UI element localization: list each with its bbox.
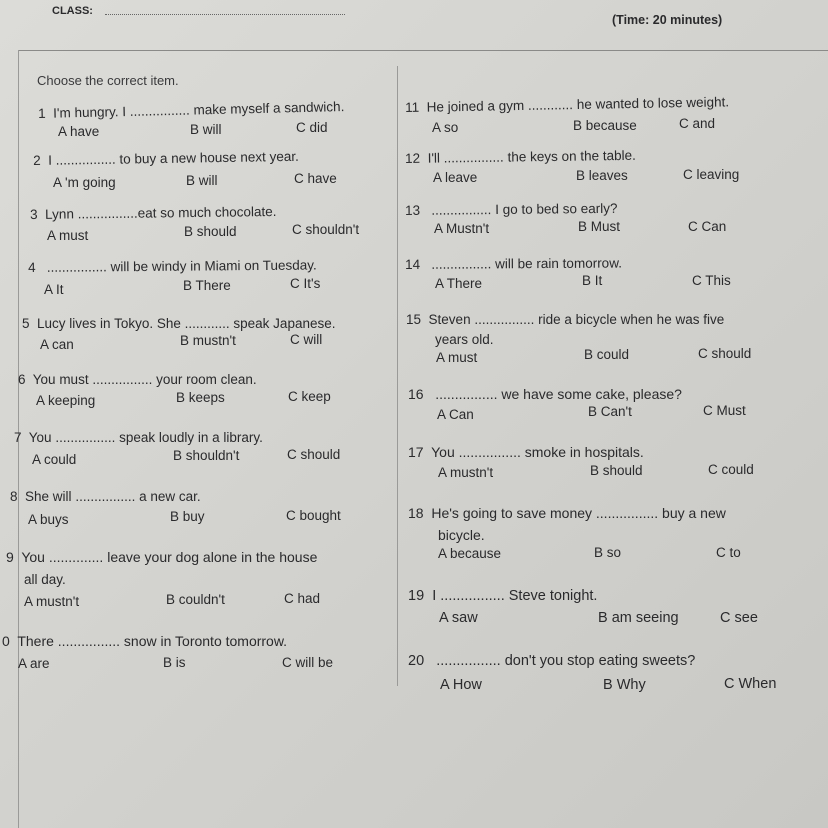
option-a: A can bbox=[40, 337, 74, 352]
question-text: Lucy lives in Tokyo. She bbox=[37, 316, 181, 331]
answer-blank: ............ bbox=[184, 316, 230, 331]
option-a: A must bbox=[47, 228, 89, 243]
question-text: will be rain tomorrow. bbox=[495, 255, 622, 272]
option-c: C This bbox=[692, 273, 731, 288]
option-c: C bought bbox=[286, 508, 341, 523]
option-a: A There bbox=[435, 276, 483, 291]
answer-blank: ................ bbox=[595, 505, 659, 521]
option-a: A because bbox=[438, 546, 502, 561]
answer-blank: ................ bbox=[458, 444, 521, 460]
option-c: C Can bbox=[688, 219, 727, 234]
answer-blank: .............. bbox=[48, 549, 104, 565]
question-text: speak loudly in a library. bbox=[119, 430, 263, 445]
answer-blank: ................ bbox=[55, 151, 116, 168]
question-1 bbox=[38, 99, 345, 121]
question-text: You bbox=[431, 444, 455, 460]
question-number: 13 bbox=[405, 202, 421, 218]
option-b: B will bbox=[186, 173, 218, 188]
option-b: B could bbox=[584, 347, 630, 362]
option-c: C shouldn't bbox=[292, 222, 360, 237]
option-b: B shouldn't bbox=[173, 448, 240, 463]
time-label: (Time: 20 minutes) bbox=[612, 13, 723, 27]
option-c: C Must bbox=[703, 403, 746, 418]
option-b: B buy bbox=[170, 509, 205, 524]
option-a: A leave bbox=[433, 170, 478, 185]
question-8 bbox=[10, 489, 201, 504]
option-a: A Mustn't bbox=[434, 221, 490, 236]
answer-blank: ................ bbox=[55, 430, 116, 445]
question-18 bbox=[408, 505, 726, 521]
option-c: C When bbox=[724, 676, 777, 692]
option-b: B am seeing bbox=[598, 610, 679, 626]
question-number: 5 bbox=[22, 316, 30, 331]
question-text: don't you stop eating sweets? bbox=[504, 653, 696, 669]
option-b: B Can't bbox=[588, 404, 632, 419]
question-text: to buy a new house next year. bbox=[119, 148, 299, 167]
question-text: He joined a gym bbox=[426, 97, 525, 115]
answer-blank: ............ bbox=[527, 97, 574, 113]
question-text: he wanted to lose weight. bbox=[576, 94, 730, 113]
question-15-continued: years old. bbox=[435, 332, 494, 347]
question-text: She will bbox=[25, 489, 72, 504]
option-c: C did bbox=[296, 120, 328, 135]
option-a: A 'm going bbox=[53, 175, 116, 190]
option-a: A mustn't bbox=[24, 594, 80, 609]
option-b: B There bbox=[183, 278, 231, 293]
question-6 bbox=[18, 372, 257, 387]
question-text: Steve tonight. bbox=[508, 588, 598, 604]
answer-blank: ................ bbox=[431, 256, 492, 272]
option-a: A buys bbox=[28, 512, 69, 527]
option-c: C to bbox=[716, 545, 741, 560]
question-text: I bbox=[432, 588, 437, 604]
instructions: Choose the correct item. bbox=[37, 73, 179, 88]
question-text: a new car. bbox=[139, 489, 201, 504]
question-text: I bbox=[48, 152, 53, 168]
question-2 bbox=[33, 149, 299, 168]
question-text: snow in Toronto tomorrow. bbox=[123, 633, 288, 649]
option-a: A How bbox=[440, 677, 482, 693]
option-c: C have bbox=[294, 171, 337, 186]
question-text: eat so much chocolate. bbox=[137, 203, 277, 221]
option-b: B should bbox=[184, 224, 237, 239]
option-c: C should bbox=[287, 447, 341, 462]
option-a: A It bbox=[44, 282, 64, 297]
question-text: You bbox=[21, 549, 45, 565]
option-a: A keeping bbox=[36, 393, 96, 408]
question-number: 20 bbox=[408, 653, 425, 669]
question-9 bbox=[6, 549, 317, 565]
option-a: A mustn't bbox=[438, 465, 494, 480]
question-13 bbox=[405, 201, 618, 218]
question-text: make myself a sandwich. bbox=[193, 99, 345, 118]
option-c: C and bbox=[679, 116, 716, 131]
option-a: A must bbox=[436, 350, 478, 365]
option-c: C see bbox=[720, 610, 758, 626]
answer-blank: ................ bbox=[129, 102, 190, 119]
question-text: your room clean. bbox=[156, 372, 257, 387]
column-divider bbox=[397, 66, 398, 686]
question-text: buy a new bbox=[662, 505, 726, 521]
question-17 bbox=[408, 444, 644, 460]
option-a: A are bbox=[18, 656, 50, 671]
question-text: I'm hungry. I bbox=[53, 104, 127, 121]
question-text: He's going to save money bbox=[431, 505, 593, 521]
answer-blank: ................ bbox=[75, 489, 136, 504]
question-number: 14 bbox=[405, 256, 421, 272]
question-number: 4 bbox=[28, 259, 36, 275]
question-text: smoke in hospitals. bbox=[524, 444, 644, 460]
question-text: Steven bbox=[428, 312, 471, 327]
question-text: the keys on the table. bbox=[507, 147, 636, 165]
option-b: B Why bbox=[603, 677, 646, 693]
option-b: B should bbox=[590, 463, 643, 478]
question-text: we have some cake, please? bbox=[501, 386, 682, 402]
question-number: 12 bbox=[405, 150, 421, 166]
question-number: 16 bbox=[408, 386, 424, 402]
question-number: 15 bbox=[406, 312, 422, 327]
question-number: 18 bbox=[408, 505, 424, 521]
option-c: C had bbox=[284, 591, 321, 606]
question-text: I'll bbox=[427, 150, 441, 166]
question-number: 7 bbox=[14, 430, 22, 445]
option-c: C leaving bbox=[683, 167, 740, 182]
question-number: 11 bbox=[405, 99, 420, 115]
question-text: ride a bicycle when he was five bbox=[538, 312, 725, 327]
question-number: 1 bbox=[38, 105, 46, 121]
question-text: Lynn bbox=[45, 206, 74, 222]
class-label: CLASS: bbox=[52, 5, 93, 17]
question-text: will be windy in Miami on Tuesday. bbox=[110, 257, 317, 275]
question-11 bbox=[405, 94, 729, 115]
option-b: B Must bbox=[578, 219, 621, 234]
answer-blank: ................ bbox=[474, 312, 535, 327]
question-number: 9 bbox=[6, 549, 14, 565]
question-number: 19 bbox=[408, 588, 425, 604]
option-b: B because bbox=[573, 118, 637, 133]
answer-blank: ................ bbox=[443, 149, 504, 166]
question-16 bbox=[408, 386, 682, 402]
answer-blank: ................ bbox=[435, 386, 498, 402]
question-18-continued: bicycle. bbox=[438, 527, 485, 543]
question-7 bbox=[14, 430, 263, 445]
question-4 bbox=[28, 257, 317, 275]
question-text: You must bbox=[32, 372, 89, 387]
question-text: leave your dog alone in the house bbox=[107, 549, 318, 565]
question-3 bbox=[30, 204, 277, 222]
option-b: B keeps bbox=[176, 390, 225, 405]
option-c: C should bbox=[698, 346, 752, 361]
option-a: A so bbox=[432, 120, 459, 135]
question-number: 2 bbox=[33, 152, 41, 168]
option-c: C could bbox=[708, 462, 754, 477]
question-15 bbox=[406, 312, 724, 327]
option-c: C will be bbox=[282, 655, 334, 670]
option-b: B It bbox=[582, 273, 603, 288]
question-20 bbox=[408, 653, 695, 669]
frame-top-border bbox=[18, 50, 828, 51]
option-b: B so bbox=[594, 545, 622, 560]
question-text: speak Japanese. bbox=[233, 316, 336, 331]
option-b: B mustn't bbox=[180, 333, 236, 348]
option-a: A have bbox=[58, 124, 100, 139]
answer-blank: ................ bbox=[46, 259, 107, 275]
class-line bbox=[105, 14, 345, 15]
option-a: A saw bbox=[439, 610, 478, 626]
option-a: A could bbox=[32, 452, 77, 467]
option-b: B will bbox=[190, 122, 222, 137]
question-9-continued: all day. bbox=[24, 572, 66, 587]
answer-blank: ................ bbox=[77, 205, 138, 222]
answer-blank: ................ bbox=[431, 202, 492, 218]
option-c: C keep bbox=[288, 389, 331, 404]
answer-blank: ................ bbox=[57, 633, 121, 649]
option-c: C It's bbox=[290, 276, 321, 291]
option-a: A Can bbox=[437, 407, 474, 422]
question-number: 17 bbox=[408, 444, 424, 460]
question-number: 6 bbox=[18, 372, 26, 387]
question-5 bbox=[22, 316, 335, 331]
question-number: 0 bbox=[2, 633, 10, 649]
question-14 bbox=[405, 255, 622, 272]
question-19 bbox=[408, 588, 597, 604]
question-12 bbox=[405, 148, 636, 166]
question-10 bbox=[2, 633, 287, 649]
answer-blank: ................ bbox=[436, 653, 501, 669]
option-b: B is bbox=[163, 655, 186, 670]
question-number: 3 bbox=[30, 206, 38, 222]
question-number: 8 bbox=[10, 489, 18, 504]
option-c: C will bbox=[290, 332, 323, 347]
option-b: B leaves bbox=[576, 168, 628, 183]
answer-blank: ................ bbox=[440, 588, 505, 604]
question-text: I go to bed so early? bbox=[495, 200, 618, 218]
answer-blank: ................ bbox=[92, 372, 153, 387]
option-b: B couldn't bbox=[166, 592, 225, 607]
question-text: There bbox=[17, 633, 54, 649]
question-text: You bbox=[28, 430, 52, 445]
